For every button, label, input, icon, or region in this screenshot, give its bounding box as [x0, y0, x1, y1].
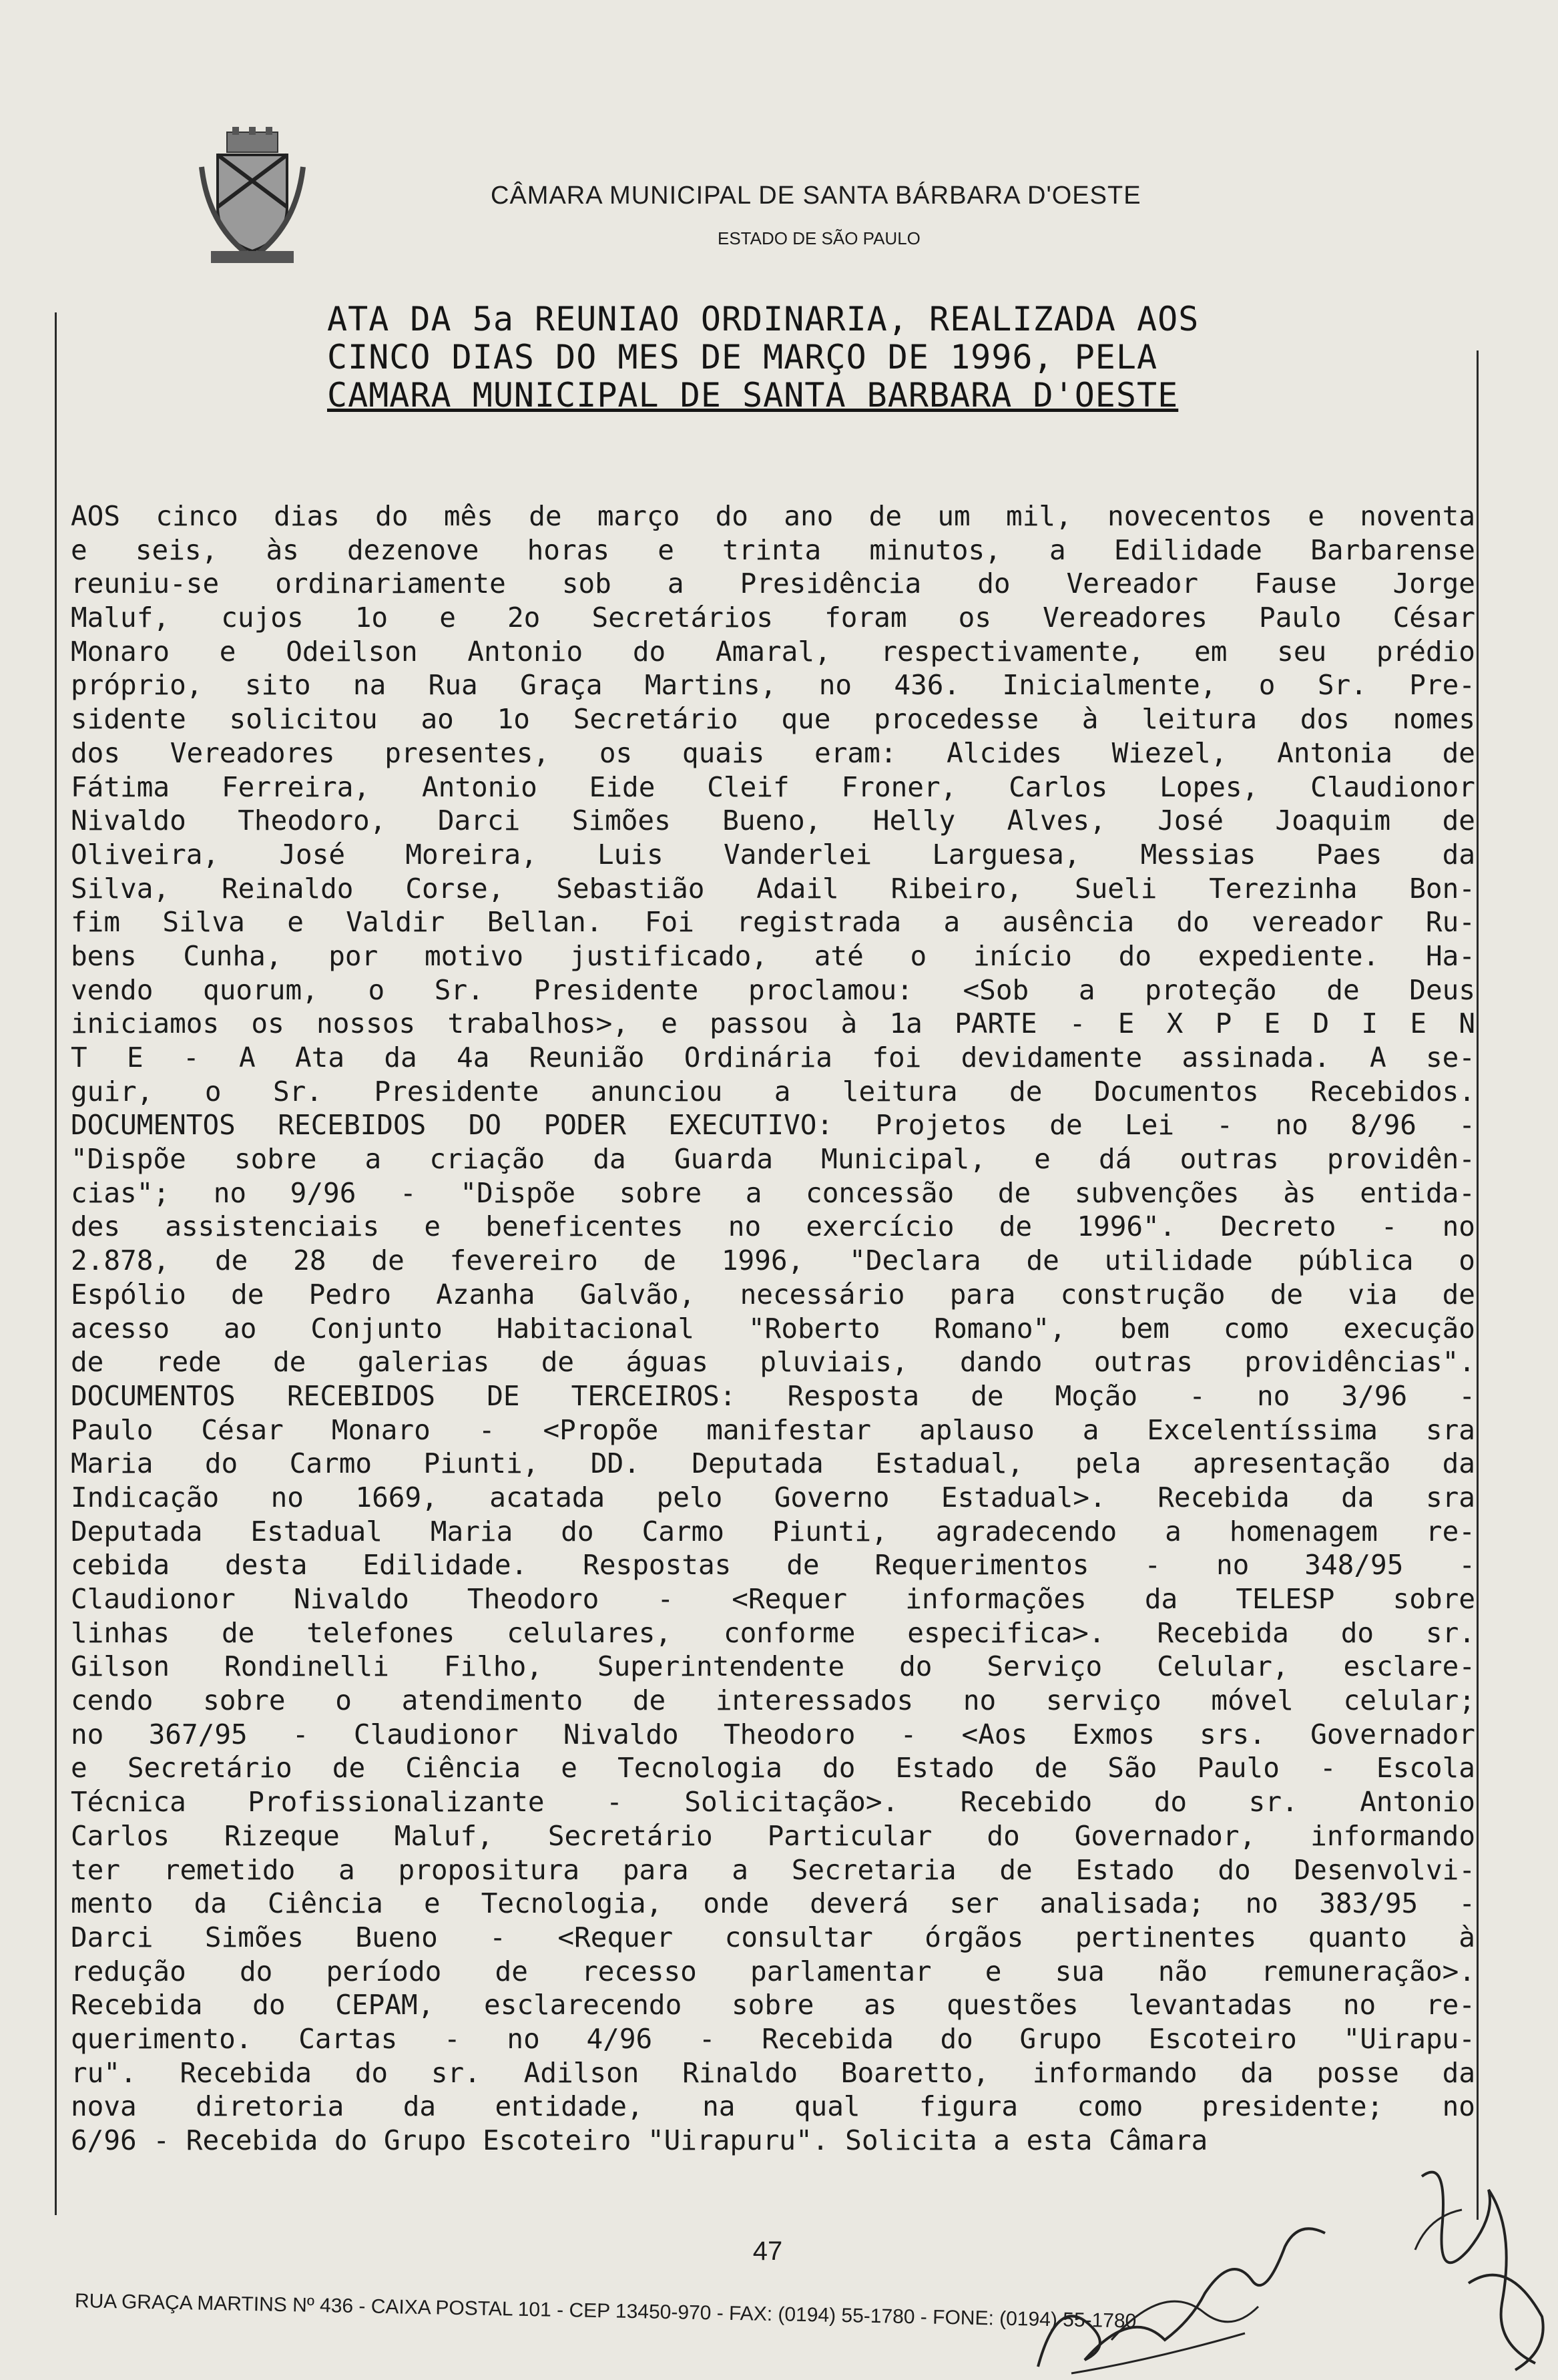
- body-line: des assistenciais e beneficentes no exercício de 1996". Decreto - no: [71, 1210, 1475, 1243]
- document-title: [327, 300, 1275, 415]
- body-line: e Secretário de Ciência e Tecnologia do Estado de São Paulo - Escola: [71, 1752, 1475, 1784]
- municipal-coat-of-arms: [199, 127, 306, 267]
- body-line: AOS cinco dias do mês de março do ano de um mil, novecentos e noventa: [71, 500, 1475, 532]
- body-line: Indicação no 1669, acatada pelo Governo Estadual>. Recebida da sra: [71, 1481, 1475, 1513]
- right-margin-rule: [1477, 350, 1479, 2220]
- title-line-3: CAMARA MUNICIPAL DE SANTA BARBARA D'OESTE: [327, 376, 1179, 415]
- body-line: Gilson Rondinelli Filho, Superintendente do Serviço Celular, esclare-: [71, 1650, 1475, 1683]
- body-line: fim Silva e Valdir Bellan. Foi registrada a ausência do vereador Ru-: [71, 906, 1475, 939]
- body-line: Fátima Ferreira, Antonio Eide Cleif Froner, Carlos Lopes, Claudionor: [71, 770, 1475, 803]
- body-line: vendo quorum, o Sr. Presidente proclamou: <Sob a proteção de Deus: [71, 973, 1475, 1006]
- body-line: Silva, Reinaldo Corse, Sebastião Adail Ribeiro, Sueli Terezinha Bon-: [71, 872, 1475, 905]
- body-line: DOCUMENTOS RECEBIDOS DO PODER EXECUTIVO: Projetos de Lei - no 8/96 -: [71, 1109, 1475, 1142]
- body-line: iniciamos os nossos trabalhos>, e passou à 1a PARTE - E X P E D I E N: [71, 1007, 1475, 1040]
- body-line: querimento. Cartas - no 4/96 - Recebida do Grupo Escoteiro "Uirapu-: [71, 2022, 1475, 2055]
- signature-scribble-right: [1402, 2150, 1555, 2377]
- body-line: Deputada Estadual Maria do Carmo Piunti, agradecendo a homenagem re-: [71, 1515, 1475, 1548]
- body-line: DOCUMENTOS RECEBIDOS DE TERCEIROS: Resposta de Moção - no 3/96 -: [71, 1379, 1475, 1412]
- body-line: Paulo César Monaro - <Propõe manifestar aplauso a Excelentíssima sra: [71, 1413, 1475, 1446]
- body-line: 2.878, de 28 de fevereiro de 1996, "Declara de utilidade pública o: [71, 1244, 1475, 1277]
- body-line: próprio, sito na Rua Graça Martins, no 436. Inicialmente, o Sr. Pre-: [71, 669, 1475, 702]
- body-line: de rede de galerias de águas pluviais, dando outras providências".: [71, 1346, 1475, 1379]
- footer-address: RUA GRAÇA MARTINS Nº 436 - CAIXA POSTAL 101 - CEP 13450-970 - FAX: (0194) 55-1780 - FONE: (0194) 55-1780: [74, 2290, 1137, 2333]
- body-line: sidente solicitou ao 1o Secretário que procedesse à leitura dos nomes: [71, 703, 1475, 736]
- body-line: Maria do Carmo Piunti, DD. Deputada Estadual, pela apresentação da: [71, 1447, 1475, 1480]
- body-line: Maluf, cujos 1o e 2o Secretários foram os Vereadores Paulo César: [71, 602, 1475, 634]
- body-line: guir, o Sr. Presidente anunciou a leitura de Documentos Recebidos.: [71, 1075, 1475, 1108]
- organization-name: CÂMARA MUNICIPAL DE SANTA BÁRBARA D'OESTE: [491, 182, 1141, 210]
- body-line: cias"; no 9/96 - "Dispõe sobre a concessão de subvenções às entida-: [71, 1176, 1475, 1209]
- body-line: Oliveira, José Moreira, Luis Vanderlei Larguesa, Messias Paes da: [71, 838, 1475, 871]
- body-line: acesso ao Conjunto Habitacional "Roberto Romano", bem como execução: [71, 1312, 1475, 1345]
- body-line: redução do período de recesso parlamentar e sua não remuneração>.: [71, 1955, 1475, 1987]
- body-line: ru". Recebida do sr. Adilson Rinaldo Boaretto, informando da posse da: [71, 2056, 1475, 2089]
- signature-scribble-left: [1031, 2173, 1332, 2380]
- body-line: Monaro e Odeilson Antonio do Amaral, respectivamente, em seu prédio: [71, 635, 1475, 668]
- title-line-1: ATA DA 5a REUNIAO ORDINARIA, REALIZADA AOS: [327, 300, 1200, 338]
- title-line-2: CINCO DIAS DO MES DE MARÇO DE 1996, PELA: [327, 338, 1158, 377]
- body-line: nova diretoria da entidade, na qual figura como presidente; no: [71, 2090, 1475, 2123]
- body-line: Carlos Rizeque Maluf, Secretário Particular do Governador, informando: [71, 1819, 1475, 1852]
- body-line: Recebida do CEPAM, esclarecendo sobre as questões levantadas no re-: [71, 1989, 1475, 2021]
- organization-state: ESTADO DE SÃO PAULO: [718, 228, 921, 248]
- body-line: dos Vereadores presentes, os quais eram: Alcides Wiezel, Antonia de: [71, 736, 1475, 769]
- page-number: 47: [752, 2236, 783, 2266]
- body-line: ter remetido a propositura para a Secretaria de Estado do Desenvolvi-: [71, 1853, 1475, 1886]
- body-line: T E - A Ata da 4a Reunião Ordinária foi devidamente assinada. A se-: [71, 1041, 1475, 1074]
- minutes-body: [71, 499, 1475, 2158]
- body-line: Darci Simões Bueno - <Requer consultar órgãos pertinentes quanto à: [71, 1921, 1475, 1953]
- body-line: linhas de telefones celulares, conforme especifica>. Recebida do sr.: [71, 1616, 1475, 1649]
- body-line: "Dispõe sobre a criação da Guarda Municipal, e dá outras providên-: [71, 1143, 1475, 1176]
- body-line: cendo sobre o atendimento de interessados no serviço móvel celular;: [71, 1684, 1475, 1717]
- body-line: Nivaldo Theodoro, Darci Simões Bueno, Helly Alves, José Joaquim de: [71, 804, 1475, 837]
- body-line: Espólio de Pedro Azanha Galvão, necessário para construção de via de: [71, 1278, 1475, 1311]
- body-line: bens Cunha, por motivo justificado, até o início do expediente. Ha-: [71, 939, 1475, 972]
- body-line: 6/96 - Recebida do Grupo Escoteiro "Uirapuru". Solicita a esta Câmara: [71, 2124, 1208, 2156]
- left-margin-rule: [55, 312, 57, 2215]
- body-line: mento da Ciência e Tecnologia, onde deverá ser analisada; no 383/95 -: [71, 1887, 1475, 1920]
- body-line: e seis, às dezenove horas e trinta minutos, a Edilidade Barbarense: [71, 533, 1475, 566]
- body-line: no 367/95 - Claudionor Nivaldo Theodoro - <Aos Exmos srs. Governador: [71, 1718, 1475, 1750]
- body-line: cebida desta Edilidade. Respostas de Requerimentos - no 348/95 -: [71, 1549, 1475, 1582]
- body-line: Técnica Profissionalizante - Solicitação>. Recebido do sr. Antonio: [71, 1786, 1475, 1819]
- body-line: reuniu-se ordinariamente sob a Presidência do Vereador Fause Jorge: [71, 567, 1475, 600]
- body-line: Claudionor Nivaldo Theodoro - <Requer informações da TELESP sobre: [71, 1583, 1475, 1615]
